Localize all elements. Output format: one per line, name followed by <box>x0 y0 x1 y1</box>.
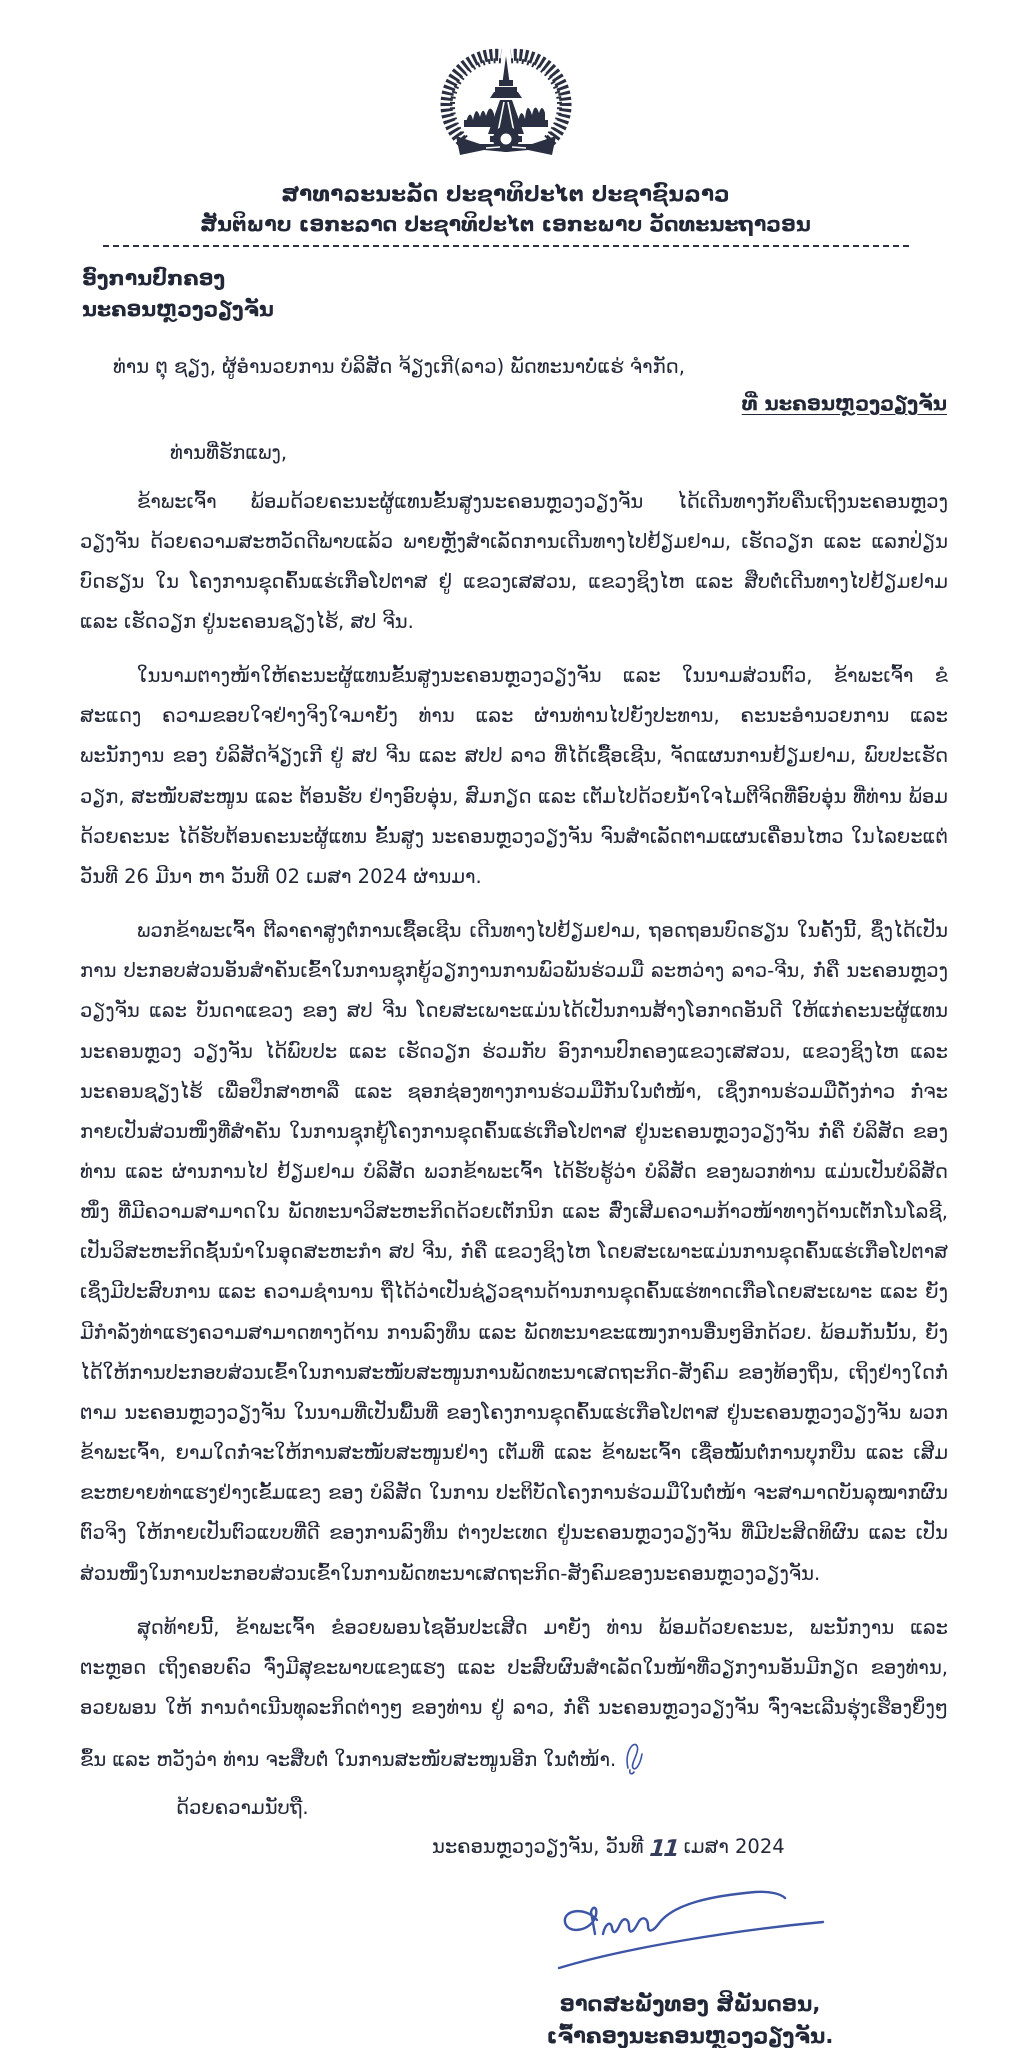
initial-pen-mark-icon <box>620 1758 650 1781</box>
header-divider <box>103 245 909 247</box>
letterhead <box>0 0 1011 247</box>
paragraph-2: ໃນນາມຕາງໜ້າໃຫ້ຄະນະຜູ້ແທນຂັ້ນສູງນະຄອນຫຼວງວຽງຈັນ ແລະ ໃນນາມສ່ວນຕົວ, ຂ້າພະເຈົ້າ ຂໍສະແດງ ຄວາມຂອບໃຈຢ່າງຈິງໃຈມາຍັງ ທ່ານ ແລະ ຜ່ານທ່ານໄປຍັງປະທານ, ຄະນະອຳນວຍການ ແລະ ພະນັກງານ ຂອງ ບໍລິສັດຈ້ຽງເກີ ຢູ່ ສປ ຈີນ ແລະ ສປປ ລາວ ທີ່ໄດ້ເຊື້ອເຊີນ, ຈັດແຜນການຢ້ຽມຢາມ, ພົບປະເຮັດວຽກ, ສະໜັບສະໜູນ ແລະ ຕ້ອນຮັບ ຢ່າງອົບອຸ່ນ, ສົມກຽດ ແລະ ເຕັມໄປດ້ວຍນ້ຳໃຈໄມຕີຈິດທີ່ອົບອຸ່ນ ທີ່ທ່ານ ພ້ອມດ້ວຍຄະນະ ໄດ້ຮັບຕ້ອນຄະນະຜູ້ແທນ ຂັ້ນສູງ ນະຄອນຫຼວງວຽງຈັນ ຈົນສຳເລັດຕາມແຜນເຄື່ອນໄຫວ ໃນໄລຍະແຕ່ວັນທີ 26 ມີນາ ຫາ ວັນທີ 02 ເມສາ 2024 ຜ່ານມາ. <box>80 664 948 888</box>
respect-line: ດ້ວຍຄວາມນັບຖື. <box>176 1796 309 1820</box>
paragraph-3: ພວກຂ້າພະເຈົ້າ ຕີລາຄາສູງຕໍ່ການເຊື້ອເຊີນ ເດີນທາງໄປຢ້ຽມຢາມ, ຖອດຖອນບົດຮຽນ ໃນຄັ້ງນີ້, ຊຶ່ງໄດ້ເປັນການ ປະກອບສ່ວນອັນສຳຄັນເຂົ້າໃນການຊຸກຍູ້ວຽກງານການພົວພັນຮ່ວມມື ລະຫວ່າງ ລາວ-ຈີນ, ກໍ່ຄື ນະຄອນຫຼວງວຽງຈັນ ແລະ ບັນດາແຂວງ ຂອງ ສປ ຈີນ ໂດຍສະເພາະແມ່ນໄດ້ເປັນການສ້າງໂອກາດອັນດີ ໃຫ້ແກ່ຄະນະຜູ້ແທນນະຄອນຫຼວງ ວຽງຈັນ ໄດ້ພົບປະ ແລະ ເຮັດວຽກ ຮ່ວມກັບ ອົງການປົກຄອງແຂວງເສສວນ, ແຂວງຊິງໄຫ ແລະ ນະຄອນຊຽງໄຮ້ ເພື່ອປຶກສາຫາລື ແລະ ຊອກຊ່ອງທາງການຮ່ວມມືກັນໃນຕໍ່ໜ້າ, ເຊິ່ງການຮ່ວມມືດັ່ງກ່າວ ກໍ່ຈະກາຍເປັນສ່ວນໜຶ່ງທີ່ສຳຄັນ ໃນການຊຸກຍູ້ໂຄງການຂຸດຄົ້ນແຮ່ເກືອໂປຕາສ ຢູ່ນະຄອນຫຼວງວຽງຈັນ ກໍ່ຄື ບໍລິສັດ ຂອງທ່ານ ແລະ ຜ່ານການໄປ ຢ້ຽມຢາມ ບໍລິສັດ ພວກຂ້າພະເຈົ້າ ໄດ້ຮັບຮູ້ວ່າ ບໍລິສັດ ຂອງພວກທ່ານ ແມ່ນເປັນບໍລິສັດໜຶ່ງ ທີ່ມີຄວາມສາມາດໃນ ພັດທະນາວິສະຫະກິດດ້ວຍເຕັກນິກ ແລະ ສົ່ງເສີມຄວາມກ້າວໜ້າທາງດ້ານເຕັກໂນໂລຊີ, ເປັນວິສະຫະກິດຊັ້ນນຳໃນອຸດສະຫະກຳ ສປ ຈີນ, ກໍ່ຄື ແຂວງຊິງໄຫ ໂດຍສະເພາະແມ່ນການຂຸດຄົ້ນແຮ່ເກືອໂປຕາສ ເຊິ່ງມີປະສົບການ ແລະ ຄວາມຊຳນານ ຖືໄດ້ວ່າເປັນຊ່ຽວຊານດ້ານການຂຸດຄົ້ນແຮ່ທາດເກືອໂດຍສະເພາະ ແລະ ຍັງມີກຳລັງທ່າແຮງຄວາມສາມາດທາງດ້ານ ການລົງທຶນ ແລະ ພັດທະນາຂະແໜງການອື່ນໆອີກດ້ວຍ. ພ້ອມກັນນັ້ນ, ຍັງໄດ້ໃຫ້ການປະກອບສ່ວນເຂົ້າໃນການສະໜັບສະໜູນການພັດທະນາເສດຖະກິດ-ສັງຄົມ ຂອງທ້ອງຖິ່ນ, ເຖິງຢ່າງໃດກໍ່ຕາມ ນະຄອນຫຼວງວຽງຈັນ ໃນນາມທີ່ເປັນພື້ນທີ່ ຂອງໂຄງການຂຸດຄົ້ນແຮ່ເກືອໂປຕາສ ຢູ່ນະຄອນຫຼວງວຽງຈັນ ພວກຂ້າພະເຈົ້າ, ຍາມໃດກໍ່ຈະໃຫ້ການສະໜັບສະໜູນຢ່າງ ເຕັມທີ່ ແລະ ຂ້າພະເຈົ້າ ເຊື່ອໝັ້ນຕໍ່ການບຸກບືນ ແລະ ເສີມຂະຫຍາຍທ່າແຮງຢ່າງເຂັ້ມແຂງ ຂອງ ບໍລິສັດ ໃນການ ປະຕິບັດໂຄງການຮ່ວມມືໃນຕໍ່ໜ້າ ຈະສາມາດບັນລຸໝາກຜົນຕົວຈິງ ໃຫ້ກາຍເປັນຕົວແບບທີ່ດີ ຂອງການລົງທຶນ ຕ່າງປະເທດ ຢູ່ນະຄອນຫຼວງວຽງຈັນ ທີ່ມີປະສິດທິຜົນ ແລະ ເປັນສ່ວນໜຶ່ງໃນການປະກອບສ່ວນເຂົ້າໃນການພັດທະນາເສດຖະກິດ-ສັງຄົມຂອງນະຄອນຫຼວງວຽງຈັນ. <box>80 919 948 1585</box>
lao-national-emblem-icon <box>440 42 572 166</box>
paragraph-4 <box>80 1608 948 1781</box>
signer-name: ອາດສະພັງທອງ ສິພັນດອນ, <box>559 1992 821 2017</box>
signer-title: ເຈົ້າຄອງນະຄອນຫຼວງວຽງຈັນ. <box>546 2024 834 2048</box>
sender-org-line2: ນະຄອນຫຼວງວຽງຈັນ <box>82 296 274 321</box>
signature-handwriting-icon <box>480 1886 900 1978</box>
recipient-line: ທ່ານ ຕຸ ຊຽງ, ຜູ້ອຳນວຍການ ບໍລິສັດ ຈ້ຽງເກີ(ລາວ) ພັດທະນາບໍ່ແຮ່ ຈຳກັດ, <box>113 354 685 378</box>
paragraph-1: ຂ້າພະເຈົ້າ ພ້ອມດ້ວຍຄະນະຜູ້ແທນຂັ້ນສູງນະຄອນຫຼວງວຽງຈັນ ໄດ້ເດີນທາງກັບຄືນເຖິງນະຄອນຫຼວງວຽງຈັນ ດ້ວຍຄວາມສະຫວັດດີພາບແລ້ວ ພາຍຫຼັງສຳເລັດການເດີນທາງໄປຢ້ຽມຢາມ, ເຮັດວຽກ ແລະ ແລກປ່ຽນບົດຮຽນ ໃນ ໂຄງການຂຸດຄົ້ນແຮ່ເກືອໂປຕາສ ຢູ່ ແຂວງເສສວນ, ແຂວງຊິງໄຫ ແລະ ສືບຕໍ່ເດີນທາງໄປຢ້ຽມຢາມ ແລະ ເຮັດວຽກ ຢູ່ນະຄອນຊຽງໄຮ້, ສປ ຈີນ. <box>80 489 948 633</box>
place-line <box>0 392 947 415</box>
paragraph-4-text: ສຸດທ້າຍນີ້, ຂ້າພະເຈົ້າ ຂໍອວຍພອນໄຊອັນປະເສີດ ມາຍັງ ທ່ານ ພ້ອມດ້ວຍຄະນະ, ພະນັກງານ ແລະ ຕະຫຼອດ ເຖິງຄອບຄົວ ຈົ່ງມີສຸຂະພາບແຂງແຮງ ແລະ ປະສົບຜົນສຳເລັດໃນໜ້າທີ່ວຽກງານອັນມີກຽດ ຂອງທ່ານ, ອວຍພອນ ໃຫ້ ການດຳເນີນທຸລະກິດຕ່າງໆ ຂອງທ່ານ ຢູ່ ລາວ, ກໍ່ຄື ນະຄອນຫຼວງວຽງຈັນ ຈົ່ງຈະເລີນຮຸ່ງເຮືອງຍິ່ງໆຂຶ້ນ ແລະ ຫວັງວ່າ ທ່ານ ຈະສືບຕໍ່ ໃນການສະໜັບສະໜູນອີກ ໃນຕໍ່ໜ້າ. <box>80 1615 948 1772</box>
signature-block <box>480 1886 900 2048</box>
sender-block <box>82 263 1011 325</box>
handwritten-date: 11 <box>645 1836 681 1863</box>
country-title: ສາທາລະນະລັດ ປະຊາທິປະໄຕ ປະຊາຊົນລາວ <box>281 182 730 207</box>
date-suffix: ເມສາ 2024 <box>683 1835 785 1859</box>
date-prefix: ນະຄອນຫຼວງວຽງຈັນ, ວັນທີ <box>432 1835 644 1859</box>
salutation: ທ່ານທີ່ຮັກແພງ, <box>170 440 288 464</box>
sender-org-line1: ອົງການປົກຄອງ <box>82 266 226 290</box>
date-line <box>432 1835 1011 1863</box>
national-motto: ສັນຕິພາບ ເອກະລາດ ປະຊາທິປະໄຕ ເອກະພາບ ວັດທະນະຖາວອນ <box>200 212 811 236</box>
place-line-text: ທີ່ ນະຄອນຫຼວງວຽງຈັນ <box>741 391 947 415</box>
letter-body <box>0 482 1011 1781</box>
